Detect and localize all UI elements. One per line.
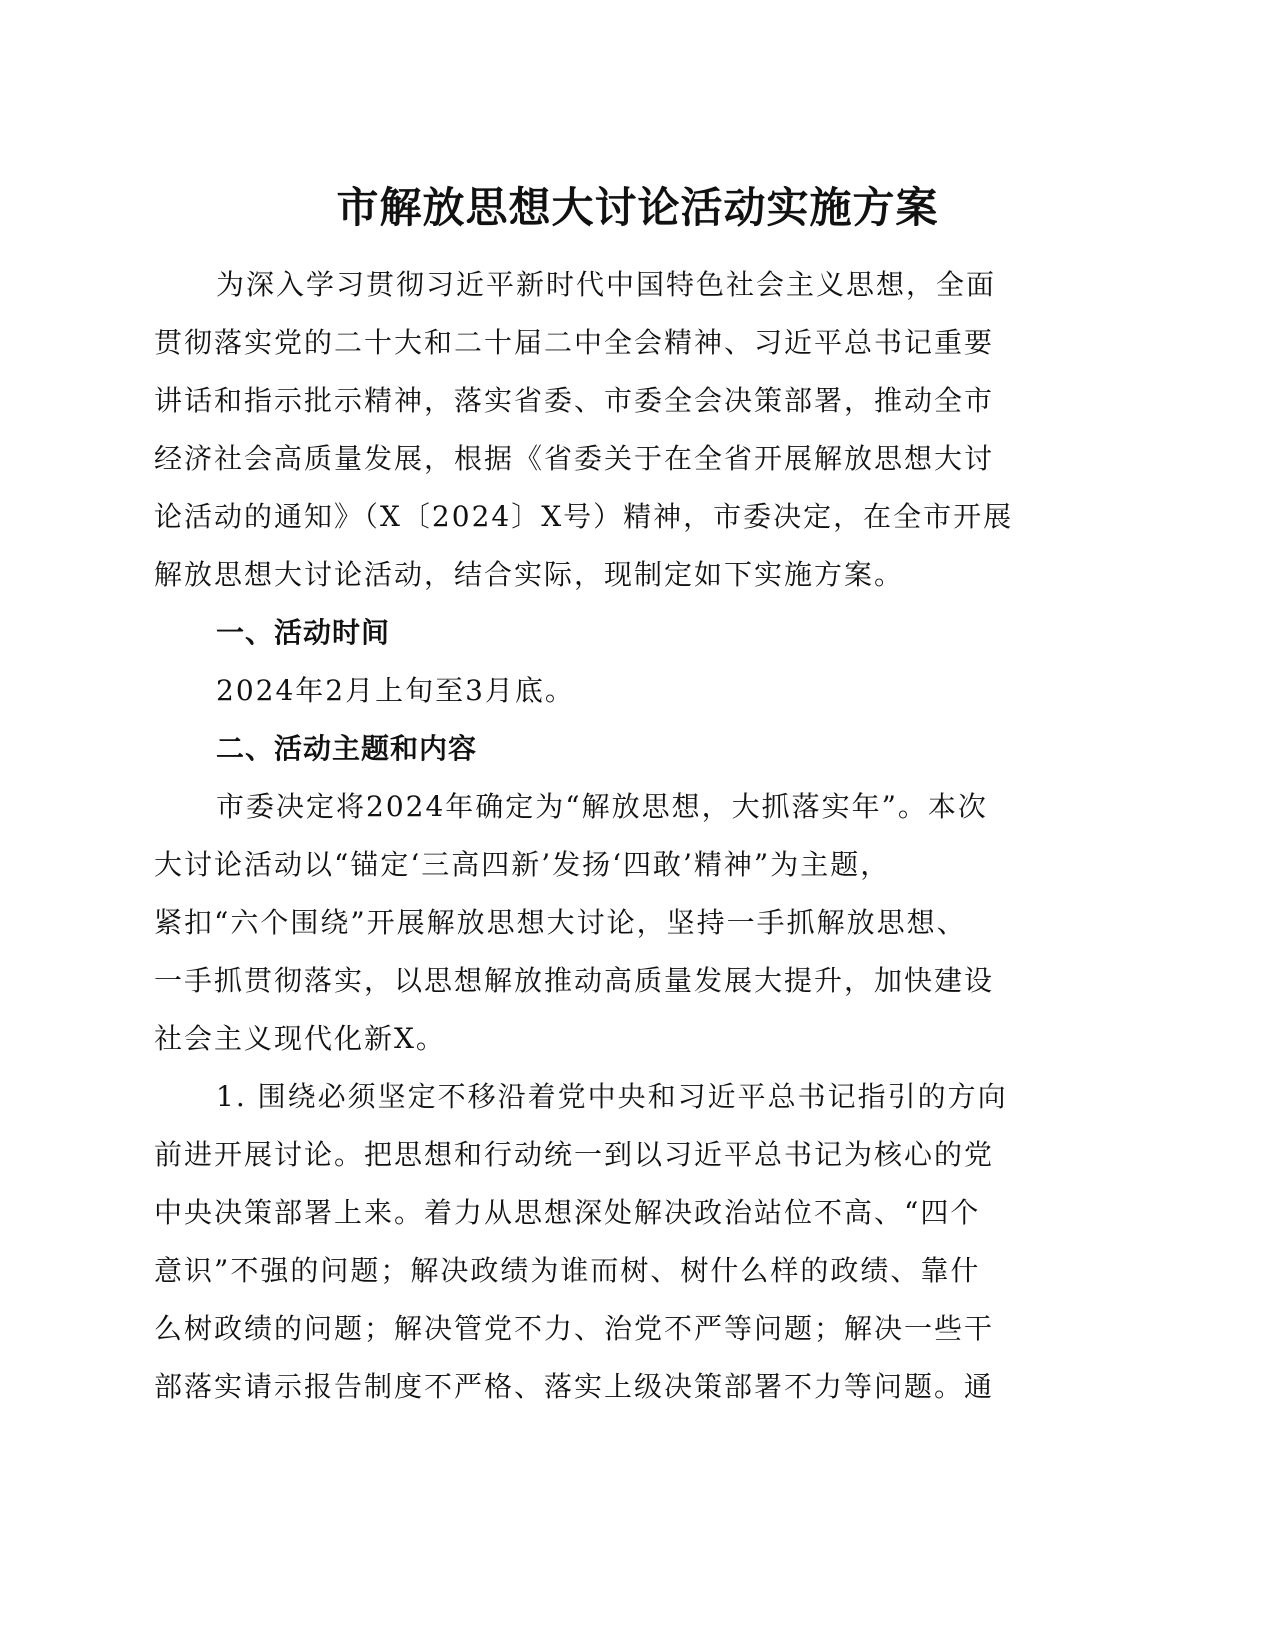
paragraph-line: 为深入学习贯彻习近平新时代中国特色社会主义思想，全面 [216,268,997,301]
section-heading: 二、活动主题和内容 [216,732,478,765]
paragraph-line: 市委决定将2024年确定为“解放思想，大抓落实年”。本次 [216,790,988,823]
paragraph-line: 紧扣“六个围绕”开展解放思想大讨论，坚持一手抓解放思想、 [154,906,967,939]
paragraph-line: 一手抓贯彻落实，以思想解放推动高质量发展大提升，加快建设 [154,964,995,997]
section-heading: 一、活动时间 [216,616,391,649]
paragraph-line: 贯彻落实党的二十大和二十届二中全会精神、习近平总书记重要 [154,326,995,359]
paragraph-line: 1. 围绕必须坚定不移沿着党中央和习近平总书记指引的方向 [216,1080,1008,1113]
paragraph-line: 解放思想大讨论活动，结合实际，现制定如下实施方案。 [154,558,905,591]
paragraph-line: 2024年2月上旬至3月底。 [216,674,575,707]
paragraph-line: 讲话和指示批示精神，落实省委、市委全会决策部署，推动全市 [154,384,995,417]
paragraph-line: 社会主义现代化新X。 [154,1022,446,1055]
paragraph-line: 前进开展讨论。把思想和行动统一到以习近平总书记为核心的党 [154,1138,995,1171]
paragraph-line: 论活动的通知》（X〔2024〕X号）精神，市委决定，在全市开展 [154,500,1014,533]
paragraph-line: 部落实请示报告制度不严格、落实上级决策部署不力等问题。通 [154,1370,995,1403]
paragraph-line: 意识”不强的问题；解决政绩为谁而树、树什么样的政绩、靠什 [154,1254,981,1287]
paragraph-line: 中央决策部署上来。着力从思想深处解决政治站位不高、“四个 [154,1196,981,1229]
document-body [154,256,1090,1416]
paragraph-line: 么树政绩的问题；解决管党不力、治党不严等问题；解决一些干 [154,1312,995,1345]
paragraph-line: 大讨论活动以“锚定‘三高四新’发扬‘四敢’精神”为主题， [154,848,891,881]
paragraph-line: 经济社会高质量发展，根据《省委关于在全省开展解放思想大讨 [154,442,995,475]
document-title: 市解放思想大讨论活动实施方案 [336,183,939,232]
